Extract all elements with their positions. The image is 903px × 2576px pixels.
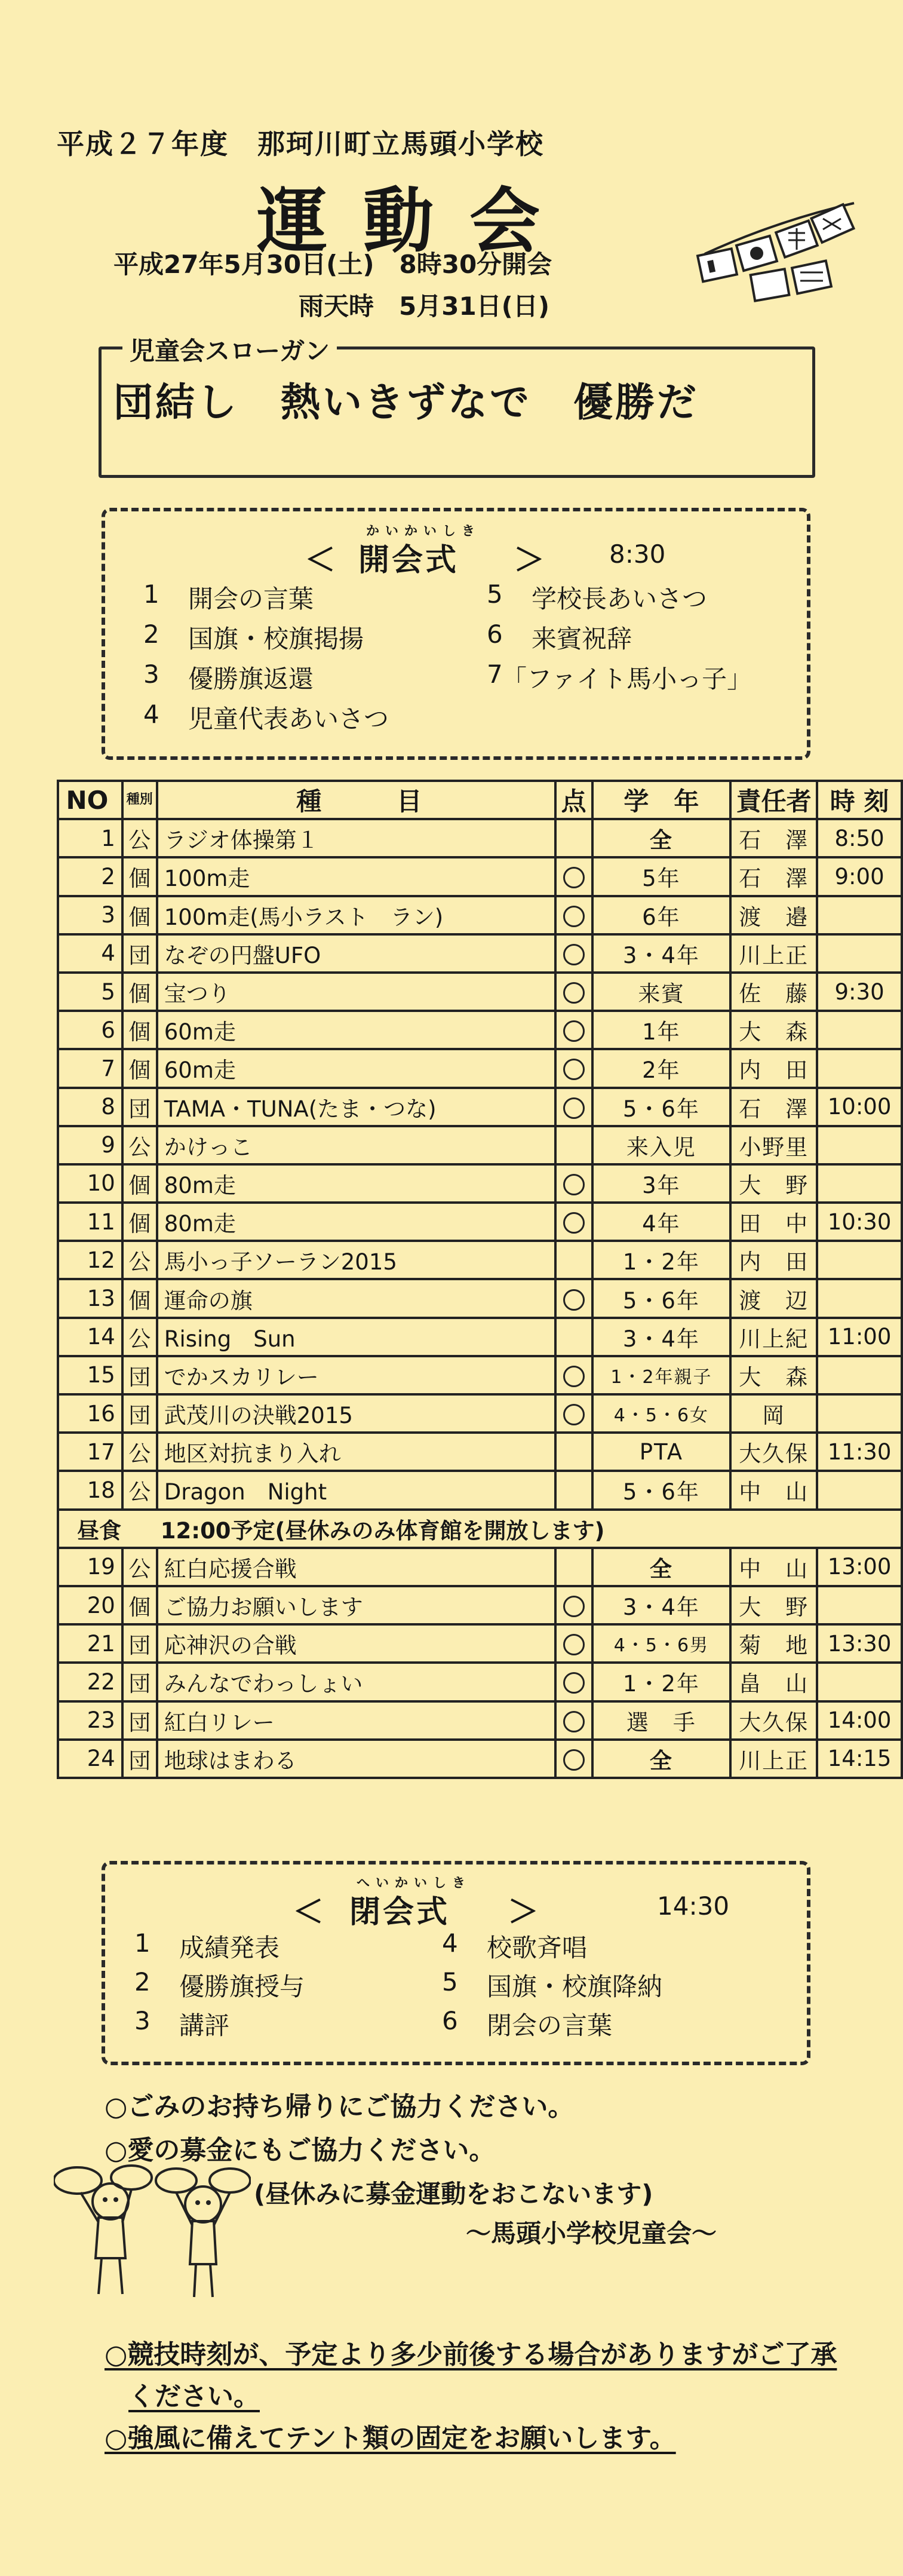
opening-item-no: 3 — [143, 660, 159, 689]
cell-event: 武茂川の決戦2015 — [157, 1394, 555, 1433]
cell-time: 14:00 — [817, 1701, 902, 1740]
cell-owner: 川上正 — [730, 934, 817, 973]
table-row — [58, 1049, 902, 1087]
cell-time: 9:00 — [817, 857, 902, 896]
cell-type: 個 — [122, 1203, 157, 1241]
cell-no: 9 — [58, 1126, 122, 1164]
cell-time — [817, 1049, 902, 1087]
cell-grade: 2年 — [592, 1049, 731, 1087]
point-circle-icon — [563, 944, 585, 965]
cell-type: 公 — [122, 819, 157, 857]
cell-type: 公 — [122, 1126, 157, 1164]
cell-time: 13:00 — [817, 1548, 902, 1586]
cell-type: 個 — [122, 857, 157, 896]
lunch-cell — [58, 1510, 902, 1548]
point-circle-icon — [563, 1749, 585, 1771]
table-row — [58, 1241, 902, 1279]
closing-item-no: 6 — [442, 2006, 458, 2035]
cell-owner: 小野里 — [730, 1126, 817, 1164]
closing-item-no: 3 — [134, 2006, 150, 2035]
cell-no: 11 — [58, 1203, 122, 1241]
closing-item: 校歌斉唱 — [487, 1933, 588, 1962]
cell-no: 22 — [58, 1663, 122, 1701]
opening-item-no: 1 — [143, 579, 159, 609]
point-circle-icon — [563, 1634, 585, 1655]
point-circle-icon — [563, 1174, 585, 1195]
school-line: 平成２７年度 那珂川町立馬頭小学校 — [57, 128, 544, 160]
cell-time: 10:30 — [817, 1203, 902, 1241]
cell-time — [817, 1663, 902, 1701]
cell-time: 11:00 — [817, 1318, 902, 1356]
cell-type: 個 — [122, 973, 157, 1011]
cell-grade: 全 — [592, 1740, 731, 1778]
cell-point — [555, 1433, 592, 1471]
cell-time — [817, 1394, 902, 1433]
cell-type: 団 — [122, 1624, 157, 1663]
lunch-text: 12:00予定(昼休みのみ体育館を開放します) — [160, 1517, 605, 1544]
cell-time: 10:00 — [817, 1088, 902, 1126]
table-row — [58, 1624, 902, 1663]
closing-item: 閉会の言葉 — [487, 2011, 613, 2040]
table-row — [58, 1011, 902, 1049]
cell-owner: 渡 辺 — [730, 1279, 817, 1317]
cell-point — [555, 1203, 592, 1241]
cell-no: 12 — [58, 1241, 122, 1279]
header-event: 種 目 — [157, 781, 555, 819]
cell-grade: 3・4年 — [592, 934, 731, 973]
cell-owner: 岡 — [730, 1394, 817, 1433]
cell-event: 宝つり — [157, 973, 555, 1011]
cell-event: みんなでわっしょい — [157, 1663, 555, 1701]
cell-time — [817, 1011, 902, 1049]
closing-ceremony-time: 14:30 — [657, 1891, 730, 1921]
point-circle-icon — [563, 982, 585, 1004]
cell-time — [817, 896, 902, 934]
table-row — [58, 1586, 902, 1624]
table-row — [58, 1663, 902, 1701]
cell-owner: 大 森 — [730, 1356, 817, 1394]
closing-ceremony-title: 閉会式 — [349, 1894, 450, 1930]
note-donation-sub: (昼休みに募金運動をおこないます) — [254, 2179, 653, 2209]
cell-no: 13 — [58, 1279, 122, 1317]
cell-owner: 大 森 — [730, 1011, 817, 1049]
point-circle-icon — [563, 867, 585, 888]
cell-grade: 全 — [592, 1548, 731, 1586]
cell-type: 個 — [122, 1164, 157, 1203]
cell-no: 7 — [58, 1049, 122, 1087]
cell-owner: 大久保 — [730, 1433, 817, 1471]
header-type: 種別 — [122, 781, 157, 819]
cell-point — [555, 1624, 592, 1663]
cell-no: 17 — [58, 1433, 122, 1471]
cell-type: 公 — [122, 1318, 157, 1356]
cell-owner: 川上正 — [730, 1740, 817, 1778]
closing-item-no: 5 — [442, 1967, 458, 1997]
cell-event: 運命の旗 — [157, 1279, 555, 1317]
cell-no: 19 — [58, 1548, 122, 1586]
cell-time — [817, 1126, 902, 1164]
cell-event: 地区対抗まり入れ — [157, 1433, 555, 1471]
cell-grade: 3・4年 — [592, 1586, 731, 1624]
cell-point — [555, 1663, 592, 1701]
cell-type: 個 — [122, 1011, 157, 1049]
cell-no: 3 — [58, 896, 122, 934]
table-row — [58, 1356, 902, 1394]
opening-item: 児童代表あいさつ — [188, 704, 389, 734]
cell-owner: 内 田 — [730, 1241, 817, 1279]
table-row — [58, 1740, 902, 1778]
cell-point — [555, 1701, 592, 1740]
slogan-text: 団結し 熱いきずなで 優勝だ — [113, 379, 699, 425]
cell-owner: 中 山 — [730, 1471, 817, 1509]
opening-item-no: 6 — [487, 620, 503, 649]
flags-illustration — [693, 197, 860, 305]
header-owner: 責任者 — [730, 781, 817, 819]
cell-time: 9:30 — [817, 973, 902, 1011]
closing-item-no: 1 — [134, 1928, 150, 1958]
cell-owner: 渡 邉 — [730, 896, 817, 934]
cell-event: かけっこ — [157, 1126, 555, 1164]
cell-type: 個 — [122, 896, 157, 934]
cell-grade: 4年 — [592, 1203, 731, 1241]
cell-owner: 田 中 — [730, 1203, 817, 1241]
note-timing-1: ○競技時刻が、予定より多少前後する場合がありますがご了承 — [105, 2339, 837, 2370]
point-circle-icon — [563, 1059, 585, 1080]
note-wind: ○強風に備えてテント類の固定をお願いします。 — [105, 2423, 676, 2454]
cell-type: 団 — [122, 1701, 157, 1740]
cell-grade: 1・2年 — [592, 1241, 731, 1279]
point-circle-icon — [563, 1289, 585, 1311]
closing-ceremony-open-bracket: ＜ — [293, 1894, 324, 1930]
cell-grade: 6年 — [592, 896, 731, 934]
cell-event: 応神沢の合戦 — [157, 1624, 555, 1663]
cell-type: 個 — [122, 1279, 157, 1317]
point-circle-icon — [563, 1404, 585, 1425]
cell-no: 6 — [58, 1011, 122, 1049]
cell-point — [555, 1279, 592, 1317]
cell-grade: 選 手 — [592, 1701, 731, 1740]
table-row — [58, 1433, 902, 1471]
opening-ceremony-time: 8:30 — [609, 539, 666, 569]
table-row — [58, 819, 902, 857]
point-circle-icon — [563, 1097, 585, 1119]
cell-time — [817, 1241, 902, 1279]
header-time: 時 刻 — [817, 781, 902, 819]
cell-grade: 1・2年 — [592, 1663, 731, 1701]
opening-item: 「ファイト馬小っ子」 — [502, 664, 752, 694]
point-circle-icon — [563, 1711, 585, 1732]
cell-time: 8:50 — [817, 819, 902, 857]
opening-ceremony-title: 開会式 — [358, 542, 459, 578]
opening-ceremony-ruby: かいかいしき — [366, 524, 481, 539]
rain-date-line: 雨天時 5月31日(日) — [299, 292, 550, 321]
cell-no: 4 — [58, 934, 122, 973]
cell-event: なぞの円盤UFO — [157, 934, 555, 973]
lunch-label: 昼食 — [77, 1517, 121, 1544]
cell-type: 個 — [122, 1586, 157, 1624]
cell-point — [555, 1471, 592, 1509]
cell-type: 団 — [122, 1740, 157, 1778]
event-title: 運動会 — [257, 180, 576, 262]
cell-event: 地球はまわる — [157, 1740, 555, 1778]
cell-time — [817, 1356, 902, 1394]
table-row — [58, 896, 902, 934]
cell-no: 1 — [58, 819, 122, 857]
cell-grade: 来入児 — [592, 1126, 731, 1164]
cell-event: Dragon Night — [157, 1471, 555, 1509]
cell-no: 21 — [58, 1624, 122, 1663]
header-point: 点 — [555, 781, 592, 819]
table-row — [58, 973, 902, 1011]
cell-grade: 5・6年 — [592, 1279, 731, 1317]
opening-item-no: 4 — [143, 700, 159, 729]
table-row — [58, 1548, 902, 1586]
cell-point — [555, 973, 592, 1011]
opening-item: 国旗・校旗掲揚 — [188, 624, 364, 654]
cell-event: でかスカリレー — [157, 1356, 555, 1394]
cell-no: 23 — [58, 1701, 122, 1740]
cell-type: 個 — [122, 1049, 157, 1087]
cell-event: Rising Sun — [157, 1318, 555, 1356]
cell-event: TAMA・TUNA(たま・つな) — [157, 1088, 555, 1126]
cell-point — [555, 1586, 592, 1624]
cell-grade: 4・5・6男 — [592, 1624, 731, 1663]
point-circle-icon — [563, 906, 585, 927]
table-row — [58, 1088, 902, 1126]
cell-point — [555, 1740, 592, 1778]
cell-grade: 3年 — [592, 1164, 731, 1203]
cell-point — [555, 934, 592, 973]
cell-point — [555, 1356, 592, 1394]
closing-item: 成績発表 — [179, 1933, 280, 1962]
cell-no: 14 — [58, 1318, 122, 1356]
cell-grade: 1・2年親子 — [592, 1356, 731, 1394]
opening-item: 学校長あいさつ — [532, 584, 708, 614]
cell-no: 16 — [58, 1394, 122, 1433]
cell-grade: PTA — [592, 1433, 731, 1471]
cell-owner: 石 澤 — [730, 819, 817, 857]
point-circle-icon — [563, 1366, 585, 1387]
closing-item-no: 4 — [442, 1928, 458, 1958]
cell-event: 紅白リレー — [157, 1701, 555, 1740]
opening-item-no: 2 — [143, 620, 159, 649]
cell-event: ご協力お願いします — [157, 1586, 555, 1624]
program-table — [57, 780, 903, 1779]
date-line: 平成27年5月30日(土) 8時30分開会 — [113, 250, 552, 279]
table-row — [58, 1279, 902, 1317]
cell-type: 団 — [122, 1394, 157, 1433]
cell-owner: 川上紀 — [730, 1318, 817, 1356]
cell-no: 10 — [58, 1164, 122, 1203]
point-circle-icon — [563, 1672, 585, 1694]
cell-grade: 全 — [592, 819, 731, 857]
table-row — [58, 1701, 902, 1740]
cell-owner: 石 澤 — [730, 1088, 817, 1126]
cell-grade: 5・6年 — [592, 1088, 731, 1126]
slogan-label: 児童会スローガン — [122, 332, 337, 367]
cell-time — [817, 1279, 902, 1317]
opening-ceremony-close-bracket: ＞ — [514, 542, 545, 578]
table-header-row — [58, 781, 902, 819]
cell-event: 100m走 — [157, 857, 555, 896]
cell-event: 80m走 — [157, 1203, 555, 1241]
string-of-flags-icon — [693, 197, 860, 305]
cell-point — [555, 1548, 592, 1586]
point-circle-icon — [563, 1212, 585, 1234]
cell-point — [555, 819, 592, 857]
cell-grade: 来賓 — [592, 973, 731, 1011]
cheerleader-children-icon — [54, 2151, 251, 2306]
cell-no: 24 — [58, 1740, 122, 1778]
table-row — [58, 934, 902, 973]
table-row — [58, 1394, 902, 1433]
cell-grade: 3・4年 — [592, 1318, 731, 1356]
cell-event: 60m走 — [157, 1049, 555, 1087]
cell-no: 18 — [58, 1471, 122, 1509]
cell-owner: 畠 山 — [730, 1663, 817, 1701]
cell-point — [555, 1241, 592, 1279]
cell-time — [817, 1471, 902, 1509]
cell-no: 5 — [58, 973, 122, 1011]
cell-point — [555, 1164, 592, 1203]
cell-point — [555, 1318, 592, 1356]
cell-owner: 菊 地 — [730, 1624, 817, 1663]
cell-owner: 大久保 — [730, 1701, 817, 1740]
table-row — [58, 857, 902, 896]
cell-no: 8 — [58, 1088, 122, 1126]
cell-type: 公 — [122, 1548, 157, 1586]
cell-grade: 5・6年 — [592, 1471, 731, 1509]
table-row — [58, 1471, 902, 1509]
cell-type: 公 — [122, 1471, 157, 1509]
cell-point — [555, 1011, 592, 1049]
cell-event: 馬小っ子ソーラン2015 — [157, 1241, 555, 1279]
cell-grade: 1年 — [592, 1011, 731, 1049]
table-row — [58, 1164, 902, 1203]
cell-point — [555, 1126, 592, 1164]
cell-type: 公 — [122, 1433, 157, 1471]
opening-item-no: 7 — [487, 660, 503, 689]
closing-item-no: 2 — [134, 1967, 150, 1997]
table-row — [58, 1203, 902, 1241]
cell-owner: 石 澤 — [730, 857, 817, 896]
cheerleaders-illustration — [54, 2151, 251, 2306]
cell-no: 20 — [58, 1586, 122, 1624]
header-grade: 学 年 — [592, 781, 731, 819]
opening-item: 優勝旗返還 — [188, 664, 314, 694]
cell-time: 13:30 — [817, 1624, 902, 1663]
cell-time — [817, 1164, 902, 1203]
cell-time — [817, 934, 902, 973]
opening-item: 来賓祝辞 — [532, 624, 632, 654]
cell-type: 団 — [122, 934, 157, 973]
cell-event: 100m走(馬小ラスト ラン) — [157, 896, 555, 934]
cell-owner: 佐 藤 — [730, 973, 817, 1011]
closing-ceremony-ruby: へいかいしき — [357, 1876, 472, 1891]
note-donation: ○愛の募金にもご協力ください。 — [105, 2135, 496, 2166]
cell-time: 14:15 — [817, 1740, 902, 1778]
cell-owner: 大 野 — [730, 1164, 817, 1203]
closing-ceremony-close-bracket: ＞ — [508, 1894, 539, 1930]
note-council: ～馬頭小学校児童会～ — [466, 2219, 717, 2248]
cell-owner: 内 田 — [730, 1049, 817, 1087]
cell-event: ラジオ体操第１ — [157, 819, 555, 857]
note-trash: ○ごみのお持ち帰りにご協力ください。 — [105, 2092, 575, 2122]
cell-type: 団 — [122, 1088, 157, 1126]
cell-owner: 大 野 — [730, 1586, 817, 1624]
closing-item: 優勝旗授与 — [179, 1972, 305, 2001]
note-timing-2: ください。 — [128, 2381, 260, 2412]
cell-event: 60m走 — [157, 1011, 555, 1049]
cell-time: 11:30 — [817, 1433, 902, 1471]
cell-event: 紅白応援合戦 — [157, 1548, 555, 1586]
cell-event: 80m走 — [157, 1164, 555, 1203]
cell-grade: 4・5・6女 — [592, 1394, 731, 1433]
point-circle-icon — [563, 1020, 585, 1042]
opening-item-no: 5 — [487, 579, 503, 609]
closing-item: 講評 — [179, 2011, 230, 2040]
opening-ceremony-open-bracket: ＜ — [305, 542, 336, 578]
cell-point — [555, 857, 592, 896]
closing-item: 国旗・校旗降納 — [487, 1972, 663, 2001]
cell-time — [817, 1586, 902, 1624]
table-row — [58, 1318, 902, 1356]
cell-point — [555, 896, 592, 934]
cell-type: 団 — [122, 1356, 157, 1394]
cell-point — [555, 1394, 592, 1433]
opening-item: 開会の言葉 — [188, 584, 314, 614]
header-no: NO — [58, 781, 122, 819]
cell-type: 公 — [122, 1241, 157, 1279]
cell-no: 15 — [58, 1356, 122, 1394]
cell-type: 団 — [122, 1663, 157, 1701]
cell-owner: 中 山 — [730, 1548, 817, 1586]
cell-point — [555, 1049, 592, 1087]
lunch-row — [58, 1510, 902, 1548]
cell-no: 2 — [58, 857, 122, 896]
point-circle-icon — [563, 1596, 585, 1617]
cell-grade: 5年 — [592, 857, 731, 896]
table-row — [58, 1126, 902, 1164]
cell-point — [555, 1088, 592, 1126]
